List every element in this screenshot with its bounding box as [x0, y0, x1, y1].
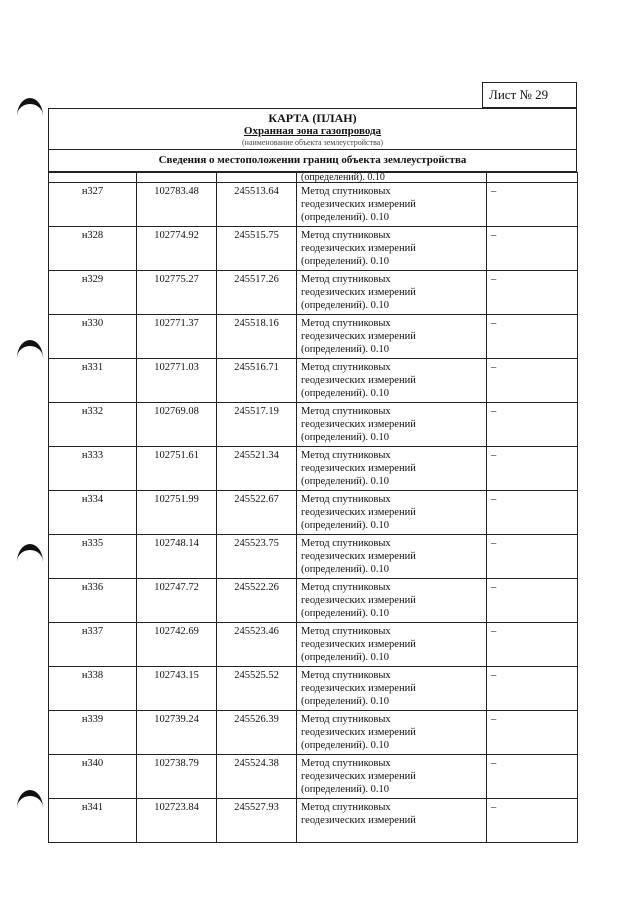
table-row — [49, 491, 578, 535]
method-cell — [297, 403, 487, 447]
method-line: геодезических измерений — [301, 287, 416, 298]
y-coordinate-cell: 245524.38 — [217, 755, 297, 799]
note-cell: – — [487, 447, 578, 491]
table-row — [49, 315, 578, 359]
method-cell — [297, 579, 487, 623]
point-name-cell: н329 — [49, 271, 137, 315]
table-row — [49, 711, 578, 755]
point-name-cell: н338 — [49, 667, 137, 711]
table-cell — [49, 173, 137, 183]
y-coordinate-cell: 245513.64 — [217, 183, 297, 227]
method-line: (определений). 0.10 — [301, 344, 390, 355]
method-line: (определений). 0.10 — [301, 476, 390, 487]
method-cell — [297, 315, 487, 359]
y-coordinate-cell: 245522.26 — [217, 579, 297, 623]
method-line: геодезических измерений — [301, 683, 416, 694]
method-line: (определений). 0.10 — [301, 784, 390, 795]
x-coordinate-cell: 102783.48 — [137, 183, 217, 227]
method-line: геодезических измерений — [301, 551, 416, 562]
method-line: (определений). 0.10 — [301, 300, 390, 311]
binder-hole-1 — [17, 98, 43, 116]
note-cell: – — [487, 183, 578, 227]
point-name-cell: н336 — [49, 579, 137, 623]
document-header — [48, 108, 577, 150]
method-line: Метод спутниковых — [301, 626, 391, 637]
sheet-number: Лист № 29 — [482, 82, 577, 108]
x-coordinate-cell: 102774.92 — [137, 227, 217, 271]
note-cell: – — [487, 359, 578, 403]
method-line: Метод спутниковых — [301, 274, 391, 285]
method-line: геодезических измерений — [301, 727, 416, 738]
x-coordinate-cell: 102723.84 — [137, 799, 217, 843]
y-coordinate-cell: 245516.71 — [217, 359, 297, 403]
y-coordinate-cell: 245523.75 — [217, 535, 297, 579]
x-coordinate-cell: 102748.14 — [137, 535, 217, 579]
method-cell — [297, 711, 487, 755]
method-line: геодезических измерений — [301, 243, 416, 254]
table-row — [49, 799, 578, 843]
method-cell — [297, 535, 487, 579]
note-cell: – — [487, 799, 578, 843]
method-cell — [297, 227, 487, 271]
table-row — [49, 447, 578, 491]
note-cell: – — [487, 711, 578, 755]
object-name-caption: (наименование объекта землеустройства) — [242, 138, 383, 147]
method-line: (определений). 0.10 — [301, 564, 390, 575]
table-row — [49, 623, 578, 667]
table-row — [49, 183, 578, 227]
method-cell — [297, 359, 487, 403]
table-cell — [137, 173, 217, 183]
method-cell — [297, 491, 487, 535]
method-line: геодезических измерений — [301, 595, 416, 606]
y-coordinate-cell: 245515.75 — [217, 227, 297, 271]
binder-hole-2 — [17, 340, 43, 358]
y-coordinate-cell: 245526.39 — [217, 711, 297, 755]
method-line: Метод спутниковых — [301, 494, 391, 505]
x-coordinate-cell: 102751.61 — [137, 447, 217, 491]
method-cell — [297, 447, 487, 491]
point-name-cell: н330 — [49, 315, 137, 359]
binder-hole-3 — [17, 544, 43, 562]
continuation-text: (определений). 0.10 — [297, 173, 487, 183]
coordinates-table — [48, 172, 578, 843]
point-name-cell: н328 — [49, 227, 137, 271]
method-line: Метод спутниковых — [301, 758, 391, 769]
method-line: геодезических измерений — [301, 375, 416, 386]
x-coordinate-cell: 102771.03 — [137, 359, 217, 403]
method-line: (определений). 0.10 — [301, 212, 390, 223]
method-line: геодезических измерений — [301, 815, 416, 826]
table-row — [49, 667, 578, 711]
x-coordinate-cell: 102739.24 — [137, 711, 217, 755]
table-row — [49, 403, 578, 447]
x-coordinate-cell: 102769.08 — [137, 403, 217, 447]
note-cell: – — [487, 535, 578, 579]
note-cell: – — [487, 315, 578, 359]
method-line: геодезических измерений — [301, 771, 416, 782]
method-line: Метод спутниковых — [301, 406, 391, 417]
note-cell: – — [487, 403, 578, 447]
y-coordinate-cell: 245522.67 — [217, 491, 297, 535]
method-line: Метод спутниковых — [301, 318, 391, 329]
method-line: геодезических измерений — [301, 331, 416, 342]
x-coordinate-cell: 102747.72 — [137, 579, 217, 623]
method-line: (определений). 0.10 — [301, 256, 390, 267]
method-line: Метод спутниковых — [301, 450, 391, 461]
section-title: Сведения о местоположении границ объекта землеустройства — [48, 150, 577, 172]
method-line: Метод спутниковых — [301, 362, 391, 373]
method-line: геодезических измерений — [301, 199, 416, 210]
coordinates-table-body — [49, 173, 578, 843]
method-line: (определений). 0.10 — [301, 520, 390, 531]
note-cell: – — [487, 227, 578, 271]
x-coordinate-cell: 102738.79 — [137, 755, 217, 799]
method-line: Метод спутниковых — [301, 714, 391, 725]
note-cell: – — [487, 271, 578, 315]
method-line: Метод спутниковых — [301, 186, 391, 197]
method-line: геодезических измерений — [301, 639, 416, 650]
table-row — [49, 271, 578, 315]
continuation-row — [49, 173, 578, 183]
note-cell: – — [487, 491, 578, 535]
point-name-cell: н335 — [49, 535, 137, 579]
method-cell — [297, 667, 487, 711]
y-coordinate-cell: 245527.93 — [217, 799, 297, 843]
method-line: Метод спутниковых — [301, 670, 391, 681]
table-row — [49, 579, 578, 623]
method-cell — [297, 623, 487, 667]
table-row — [49, 755, 578, 799]
point-name-cell: н327 — [49, 183, 137, 227]
method-line: Метод спутниковых — [301, 802, 391, 813]
document-title: КАРТА (ПЛАН) — [268, 111, 357, 125]
method-line: Метод спутниковых — [301, 582, 391, 593]
y-coordinate-cell: 245521.34 — [217, 447, 297, 491]
point-name-cell: н340 — [49, 755, 137, 799]
method-line: Метод спутниковых — [301, 230, 391, 241]
y-coordinate-cell: 245525.52 — [217, 667, 297, 711]
x-coordinate-cell: 102775.27 — [137, 271, 217, 315]
method-line: (определений). 0.10 — [301, 652, 390, 663]
y-coordinate-cell: 245517.19 — [217, 403, 297, 447]
method-line: геодезических измерений — [301, 507, 416, 518]
point-name-cell: н333 — [49, 447, 137, 491]
method-line: Метод спутниковых — [301, 538, 391, 549]
method-line: (определений). 0.10 — [301, 740, 390, 751]
table-row — [49, 535, 578, 579]
binder-hole-4 — [17, 790, 43, 808]
point-name-cell: н339 — [49, 711, 137, 755]
method-line: (определений). 0.10 — [301, 432, 390, 443]
x-coordinate-cell: 102751.99 — [137, 491, 217, 535]
note-cell: – — [487, 579, 578, 623]
method-cell — [297, 755, 487, 799]
y-coordinate-cell: 245523.46 — [217, 623, 297, 667]
point-name-cell: н332 — [49, 403, 137, 447]
point-name-cell: н341 — [49, 799, 137, 843]
point-name-cell: н334 — [49, 491, 137, 535]
table-cell — [217, 173, 297, 183]
object-name: Охранная зона газопровода — [243, 125, 382, 137]
note-cell: – — [487, 667, 578, 711]
method-line: геодезических измерений — [301, 419, 416, 430]
point-name-cell: н337 — [49, 623, 137, 667]
method-line: геодезических измерений — [301, 463, 416, 474]
method-line: (определений). 0.10 — [301, 608, 390, 619]
x-coordinate-cell: 102742.69 — [137, 623, 217, 667]
note-cell: – — [487, 623, 578, 667]
method-cell — [297, 799, 487, 843]
point-name-cell: н331 — [49, 359, 137, 403]
note-cell: – — [487, 755, 578, 799]
table-row — [49, 359, 578, 403]
x-coordinate-cell: 102771.37 — [137, 315, 217, 359]
y-coordinate-cell: 245517.26 — [217, 271, 297, 315]
table-cell — [487, 173, 578, 183]
method-line: (определений). 0.10 — [301, 388, 390, 399]
y-coordinate-cell: 245518.16 — [217, 315, 297, 359]
x-coordinate-cell: 102743.15 — [137, 667, 217, 711]
table-row — [49, 227, 578, 271]
method-cell — [297, 271, 487, 315]
method-line: (определений). 0.10 — [301, 696, 390, 707]
method-cell — [297, 183, 487, 227]
